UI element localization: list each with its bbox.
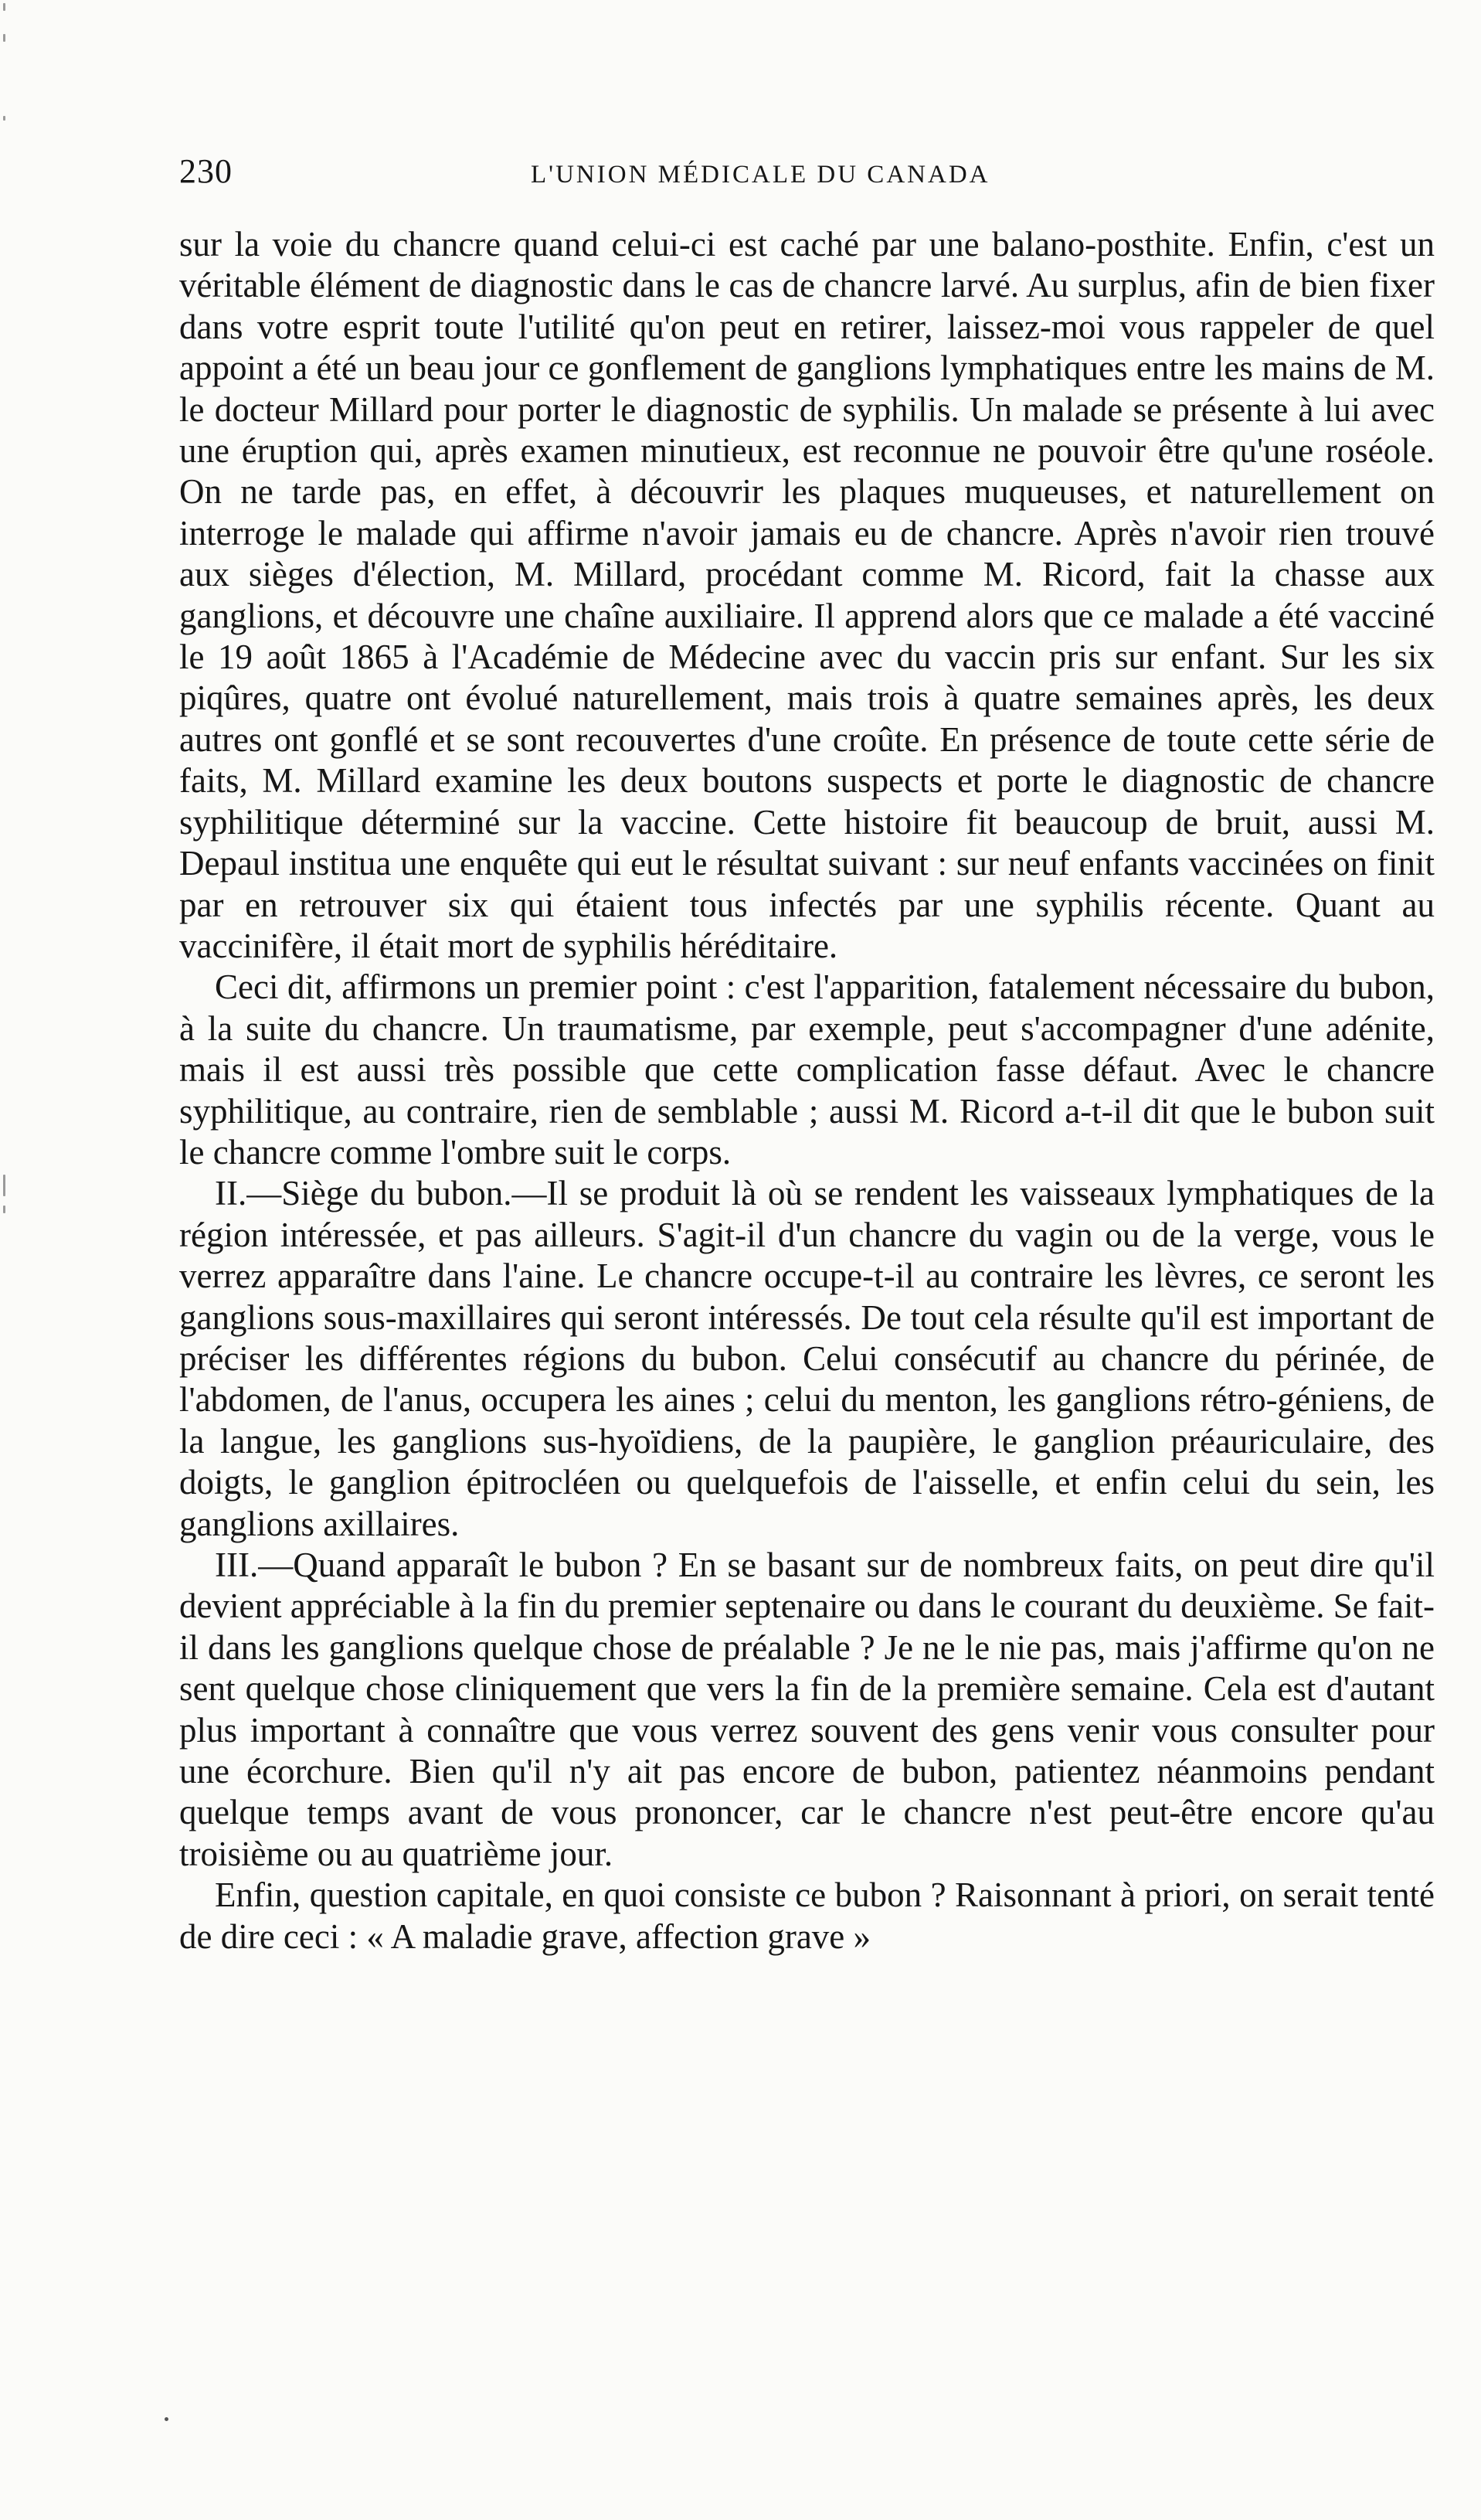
scan-speck <box>165 2417 168 2421</box>
paragraph: Ceci dit, affirmons un premier point : c'est l'apparition, fatalement nécessaire du bubon, à la suite du chancre. Un traumatisme, par exemple, peut s'accompagner d'une adénite, mais il est aussi très possible que cette complication fasse défaut. Avec le chancre syphilitique, au contraire, rien de semblable ; aussi M. Ricord a-t-il dit que le bubon suit le chancre comme l'ombre suit le corps. <box>179 968 1435 1172</box>
paragraph: sur la voie du chancre quand celui-ci est caché par une balano-posthite. Enfin, c'est un véritable élément de diagnostic dans le cas de chancre larvé. Au surplus, afin de bien fixer dans votre esprit toute l'utilité qu'on peut en retirer, laissez-moi vous rappeler de quel appoint a été un beau jour ce gonflement de ganglions lymphatiques entre les mains de M. le docteur Millard pour porter le diagnostic de syphilis. Un malade se présente à lui avec une éruption qui, après examen minutieux, est reconnue ne pouvoir être qu'une roséole. On ne tarde pas, en effet, à découvrir les plaques muqueuses, et naturellement on interroge le malade qui affirme n'avoir jamais eu de chancre. Après n'avoir rien trouvé aux sièges d'élection, M. Millard, procédant comme M. Ricord, fait la chasse aux ganglions, et découvre une chaîne auxiliaire. Il apprend alors que ce malade a été vacciné le 19 août 1865 à l'Académie de Médecine avec du vaccin pris sur enfant. Sur les six piqûres, quatre ont évolué naturellement, mais trois à quatre semaines après, les deux autres ont gonflé et se sont recouvertes d'une croûte. En présence de toute cette série de faits, M. Millard examine les deux boutons suspects et porte le diagnostic de chancre syphilitique déterminé sur la vaccine. Cette histoire fit beaucoup de bruit, aussi M. Depaul institua une enquête qui eut le résultat suivant : sur neuf enfants vaccinées on finit par en retrouver six qui étaient tous infectés par une syphilis récente. Quant au vaccinifère, il était mort de syphilis héréditaire. <box>179 225 1435 965</box>
margin-mark <box>3 1175 5 1196</box>
margin-mark <box>3 1206 5 1213</box>
margin-scan-marks <box>3 0 34 2520</box>
page-header <box>179 151 1435 206</box>
page-number: 230 <box>179 152 233 190</box>
document-page <box>179 151 1435 1957</box>
margin-mark <box>3 3 5 11</box>
margin-mark <box>3 34 5 42</box>
running-title: L'UNION MÉDICALE DU CANADA <box>531 161 990 189</box>
margin-mark <box>3 116 5 121</box>
paragraph: III.—Quand apparaît le bubon ? En se basant sur de nombreux faits, on peut dire qu'il devient appréciable à la fin du premier septenaire ou dans le courant du deuxième. Se fait-il dans les ganglions quelque chose de préalable ? Je ne le nie pas, mais j'affirme qu'on ne sent quelque chose cliniquement que vers la fin de la première semaine. Cela est d'autant plus important à connaître que vous verrez souvent des gens venir vous consulter pour une écorchure. Bien qu'il n'y ait pas encore de bubon, patientez néanmoins pendant quelque temps avant de vous prononcer, car le chancre n'est peut-être encore qu'au troisième ou au quatrième jour. <box>179 1546 1435 1873</box>
body-text <box>179 224 1435 1957</box>
paragraph: Enfin, question capitale, en quoi consiste ce bubon ? Raisonnant à priori, on serait tenté de dire ceci : « A maladie grave, affection grave » <box>179 1876 1435 1956</box>
paragraph: II.—Siège du bubon.—Il se produit là où se rendent les vaisseaux lymphatiques de la région intéressée, et pas ailleurs. S'agit-il d'un chancre du vagin ou de la verge, vous le verrez apparaître dans l'aine. Le chancre occupe-t-il au contraire les lèvres, ce seront les ganglions sous-maxillaires qui seront intéressés. De tout cela résulte qu'il est important de préciser les différentes régions du bubon. Celui consécutif au chancre du périnée, de l'abdomen, de l'anus, occupera les aines ; celui du menton, les ganglions rétro-géniens, de la langue, les ganglions sus-hyoïdiens, de la paupière, le ganglion préauriculaire, des doigts, le ganglion épitrocléen ou quelquefois de l'aisselle, et enfin celui du sein, les ganglions axillaires. <box>179 1174 1435 1543</box>
